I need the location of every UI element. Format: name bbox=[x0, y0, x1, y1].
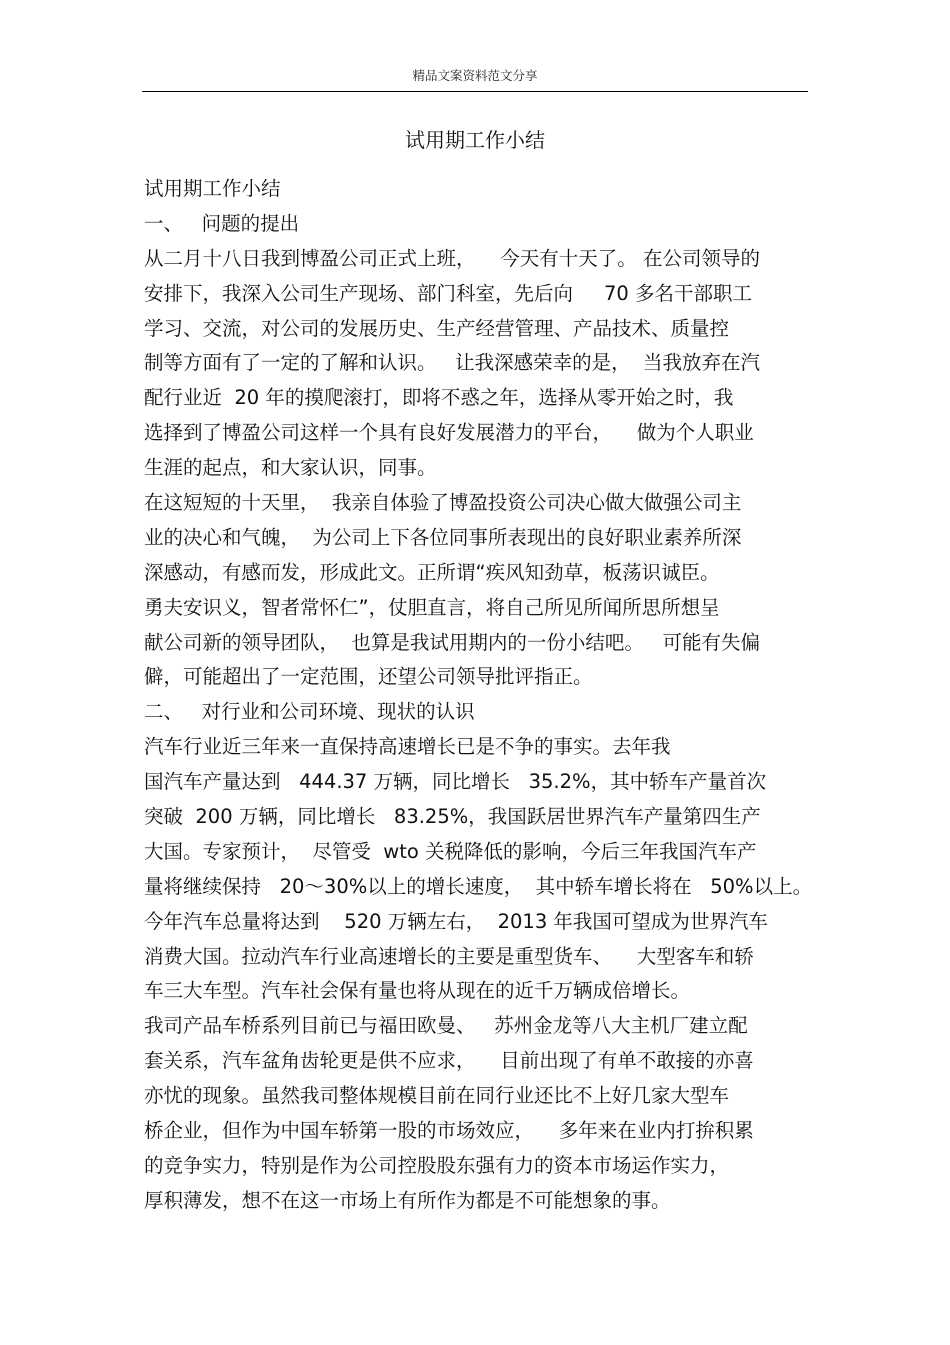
section-heading: 一、 问题的提出 bbox=[144, 211, 300, 235]
document-title: 试用期工作小结 bbox=[405, 128, 545, 152]
header-divider bbox=[142, 91, 808, 92]
body-line: 生涯的起点，和大家认识，同事。 bbox=[144, 456, 437, 480]
body-line: 车三大车型。汽车社会保有量也将从现在的近千万辆成倍增长。 bbox=[144, 979, 691, 1003]
body-line: 僻，可能超出了一定范围，还望公司领导批评指正。 bbox=[144, 665, 593, 689]
body-line: 量将继续保持 20～30%以上的增长速度， 其中轿车增长将在 50%以上。 bbox=[144, 874, 813, 898]
body-line: 桥企业，但作为中国车轿第一股的市场效应， 多年来在业内打拚积累 bbox=[144, 1119, 754, 1143]
body-line: 业的决心和气魄， 为公司上下各位同事所表现出的良好职业素养所深 bbox=[144, 525, 742, 549]
body-line: 亦忧的现象。虽然我司整体规模目前在同行业还比不上好几家大型车 bbox=[144, 1084, 730, 1108]
body-line: 勇夫安识义，智者常怀仁”，仗胆直言，将自己所见所闻所思所想呈 bbox=[144, 595, 720, 619]
body-line: 套关系，汽车盆角齿轮更是供不应求， 目前出现了有单不敢接的亦喜 bbox=[144, 1049, 754, 1073]
body-line: 献公司新的领导团队， 也算是我试用期内的一份小结吧。 可能有失偏 bbox=[144, 630, 760, 654]
body-line: 突破 200 万辆，同比增长 83.25%，我国跃居世界汽车产量第四生产 bbox=[144, 805, 761, 829]
body-line: 选择到了博盈公司这样一个具有良好发展潜力的平台， 做为个人职业 bbox=[144, 421, 754, 445]
body-line: 今年汽车总量将达到 520 万辆左右， 2013 年我国可望成为世界汽车 bbox=[144, 909, 768, 933]
body-line: 的竞争实力，特别是作为公司控股股东强有力的资本市场运作实力， bbox=[144, 1153, 730, 1177]
body-line: 汽车行业近三年来一直保持高速增长已是不争的事实。去年我 bbox=[144, 735, 671, 759]
page-header-text: 精品文案资料范文分享 bbox=[412, 68, 538, 83]
body-line: 深感动，有感而发，形成此文。正所谓“疾风知劲草，板荡识诚臣。 bbox=[144, 560, 720, 584]
body-line: 配行业近 20 年的摸爬滚打，即将不惑之年，选择从零开始之时，我 bbox=[144, 386, 734, 410]
body-line: 我司产品车桥系列目前已与福田欧曼、 苏州金龙等八大主机厂建立配 bbox=[144, 1014, 748, 1038]
body-line: 从二月十八日我到博盈公司正式上班， 今天有十天了。 在公司领导的 bbox=[144, 246, 760, 270]
body-line: 厚积薄发，想不在这一市场上有所作为都是不可能想象的事。 bbox=[144, 1188, 671, 1212]
body-line: 制等方面有了一定的了解和认识。 让我深感荣幸的是， 当我放弃在汽 bbox=[144, 351, 760, 375]
body-line: 在这短短的十天里， 我亲自体验了博盈投资公司决心做大做强公司主 bbox=[144, 491, 742, 515]
section-heading: 二、 对行业和公司环境、现状的认识 bbox=[144, 700, 475, 724]
body-line: 大国。专家预计， 尽管受 wto 关税降低的影响，今后三年我国汽车产 bbox=[144, 839, 757, 863]
body-line: 国汽车产量达到 444.37 万辆，同比增长 35.2%，其中轿车产量首次 bbox=[144, 770, 767, 794]
body-line: 试用期工作小结 bbox=[144, 177, 281, 200]
body-line: 安排下，我深入公司生产现场、部门科室，先后向 70 多名干部职工 bbox=[144, 281, 753, 305]
body-line: 学习、交流，对公司的发展历史、生产经营管理、产品技术、质量控 bbox=[144, 316, 730, 340]
body-line: 消费大国。拉动汽车行业高速增长的主要是重型货车、 大型客车和轿 bbox=[144, 944, 754, 968]
document-body bbox=[144, 172, 824, 1219]
